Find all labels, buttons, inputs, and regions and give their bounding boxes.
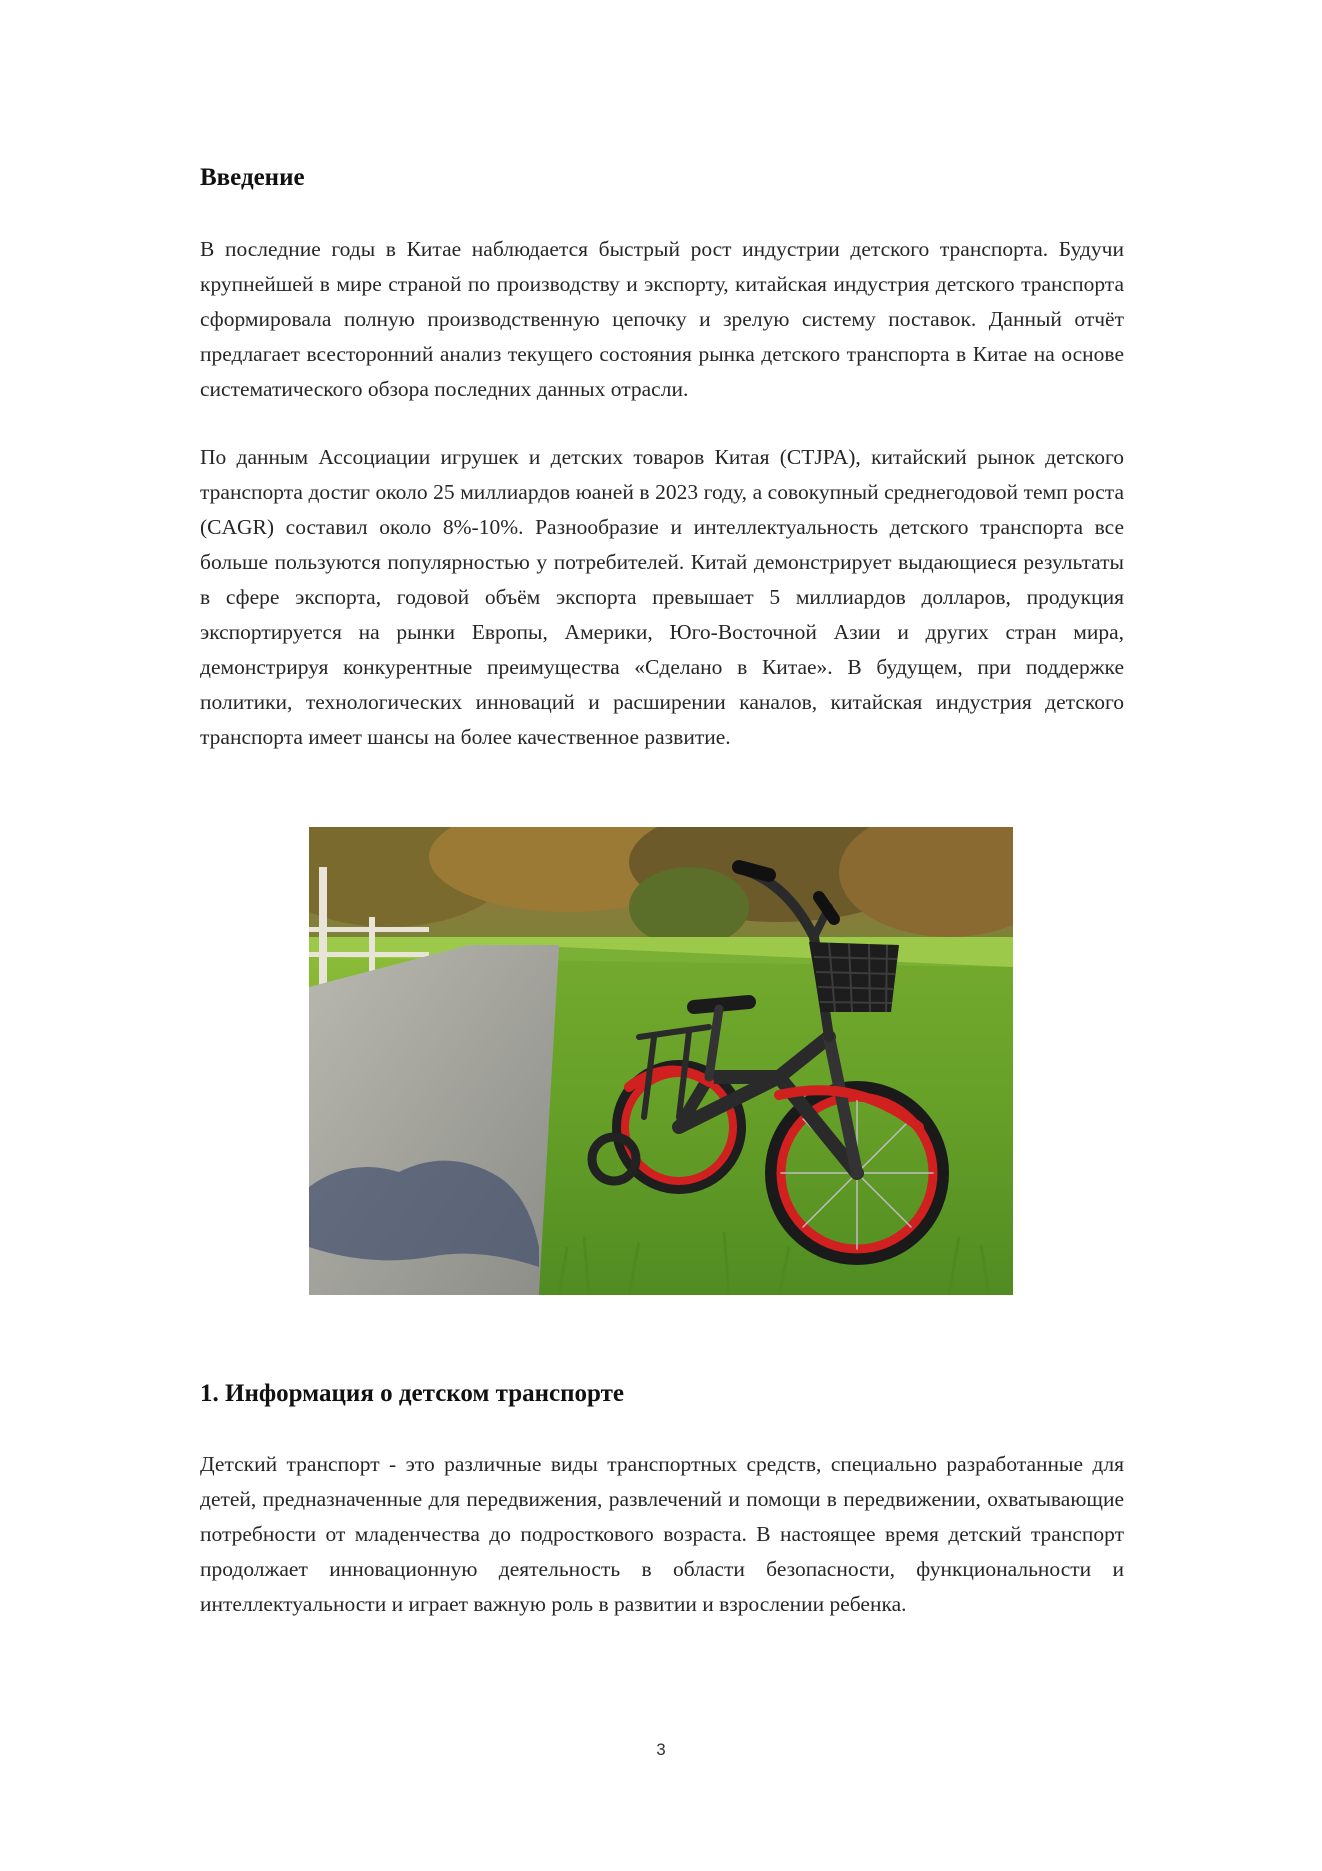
page-number: 3 [656,1740,666,1759]
section-heading-1: 1. Информация о детском транспорте [200,1380,625,1407]
intro-paragraph-1: В последние годы в Китае наблюдается быстрый рост индустрии детского транспорта. Будучи крупнейшей в мире страной по производству и экспорту, китайская индустрия детского транспорта сформировала полную производственную цепочку и зрелую систему поставок. Данный отчёт предлагает всесторонний анализ текущего состояния рынка детского транспорта в Китае на основе систематического обзора последних данных отрасли. [200,237,1124,401]
section-1-paragraph: Детский транспорт - это различные виды транспортных средств, специально разработанные для детей, предназначенные для передвижения, развлечений и помощи в передвижении, охватывающие потребности от младенчества до подросткового возраста. В настоящее время детский транспорт продолжает инновационную деятельность в области безопасности, функциональности и интеллектуальности и играет важную роль в развитии и взрослении ребенка. [200,1452,1124,1616]
intro-paragraph-2: По данным Ассоциации игрушек и детских товаров Китая (CTJPA), китайский рынок детского транспорта достиг около 25 миллиардов юаней в 2023 году, а совокупный среднегодовой темп роста (CAGR) составил около 8%-10%. Разнообразие и интеллектуальность детского транспорта все больше пользуются популярностью у потребителей. Китай демонстрирует выдающиеся результаты в сфере экспорта, годовой объём экспорта превышает 5 миллиардов долларов, продукция экспортируется на рынки Европы, Америки, Юго-Восточной Азии и других стран мира, демонстрируя конкурентные преимущества «Сделано в Китае». В будущем, при поддержке политики, технологических инноваций и расширении каналов, китайская индустрия детского транспорта имеет шансы на более качественное развитие. [200,445,1124,749]
section-heading-intro: Введение [200,164,305,191]
bicycle-photo [309,827,1013,1295]
